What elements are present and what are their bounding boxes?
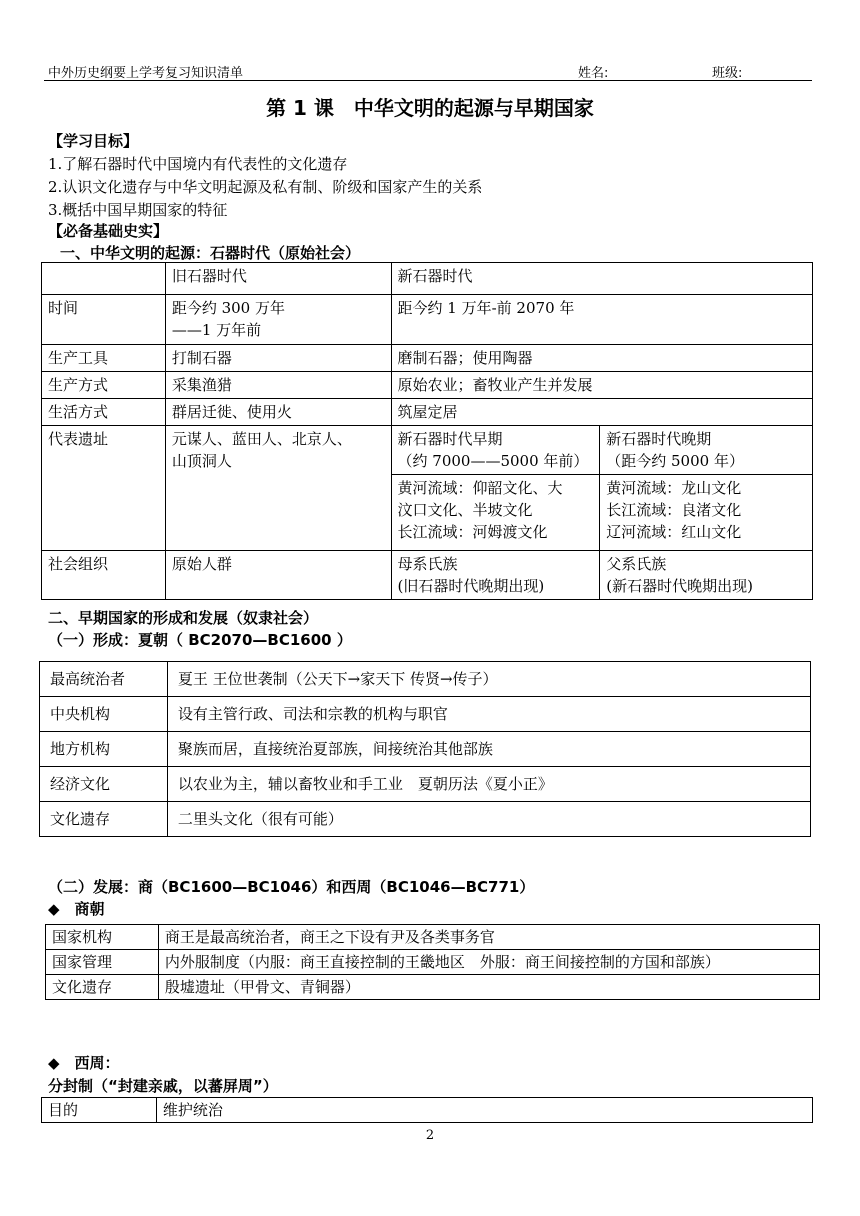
stone-age-table bbox=[41, 262, 813, 600]
page-header bbox=[44, 60, 812, 81]
table-cell-empty bbox=[42, 263, 166, 295]
xia-subheading: （一）形成：夏朝（ BC2070—BC1600 ） bbox=[48, 631, 352, 649]
shang-key: 文化遗存 bbox=[46, 975, 159, 1000]
org-paleolithic: 原始人群 bbox=[165, 551, 391, 600]
row-label-mode: 生产方式 bbox=[42, 372, 166, 399]
org-matrilineal bbox=[391, 551, 600, 600]
goal-item: 2.认识文化遗存与中华文明起源及私有制、阶级和国家产生的关系 bbox=[48, 178, 483, 196]
cell-line: （距今约 5000 年） bbox=[606, 452, 744, 470]
cell-line: 距今约 300 万年 bbox=[171, 299, 285, 317]
shang-heading: ◆ 商朝 bbox=[48, 900, 105, 918]
zhou-heading: ◆ 西周： bbox=[48, 1054, 120, 1072]
xia-key: 中央机构 bbox=[40, 697, 168, 732]
xia-value: 夏王 王位世袭制（公天下→家天下 传贤→传子） bbox=[167, 662, 810, 697]
time-neolithic: 距今约 1 万年-前 2070 年 bbox=[391, 295, 812, 345]
cell-line: 元谋人、蓝田人、北京人、 bbox=[171, 430, 352, 448]
cell-line: 母系氏族 bbox=[397, 555, 458, 573]
row-label-life: 生活方式 bbox=[42, 399, 166, 426]
row-label-sites: 代表遗址 bbox=[42, 426, 166, 551]
life-neolithic: 筑屋定居 bbox=[391, 399, 812, 426]
shang-key: 国家机构 bbox=[46, 925, 159, 950]
row-label-time: 时间 bbox=[42, 295, 166, 345]
late-neolithic-header bbox=[600, 426, 813, 475]
cell-line: 长江流域：良渚文化 bbox=[606, 501, 742, 519]
org-patrilineal bbox=[600, 551, 813, 600]
goals-heading: 【学习目标】 bbox=[48, 132, 139, 150]
mode-paleolithic: 采集渔猎 bbox=[165, 372, 391, 399]
header-name-field: 姓名: bbox=[578, 66, 609, 81]
shang-value: 内外服制度（内服：商王直接控制的王畿地区 外服：商王间接控制的方国和部族） bbox=[158, 950, 819, 975]
shang-value: 殷墟遗址（甲骨文、青铜器） bbox=[158, 975, 819, 1000]
shang-table bbox=[45, 924, 820, 1000]
cell-line: 长江流域：河姆渡文化 bbox=[397, 523, 548, 541]
tools-paleolithic: 打制石器 bbox=[165, 345, 391, 372]
section2-heading: 二、早期国家的形成和发展（奴隶社会） bbox=[48, 609, 319, 627]
xia-value: 二里头文化（很有可能） bbox=[167, 802, 810, 837]
xia-key: 最高统治者 bbox=[40, 662, 168, 697]
cell-line: (旧石器时代晚期出现) bbox=[397, 577, 545, 595]
mode-neolithic: 原始农业；畜牧业产生并发展 bbox=[391, 372, 812, 399]
xia-key: 经济文化 bbox=[40, 767, 168, 802]
goal-item: 1.了解石器时代中国境内有代表性的文化遗存 bbox=[48, 155, 348, 173]
row-label-org: 社会组织 bbox=[42, 551, 166, 600]
lesson-title: 第 1 课 中华文明的起源与早期国家 bbox=[266, 96, 594, 120]
cell-line: 山顶洞人 bbox=[171, 452, 232, 470]
col-header-neolithic: 新石器时代 bbox=[391, 263, 812, 295]
xia-table bbox=[39, 661, 811, 837]
life-paleolithic: 群居迁徙、使用火 bbox=[165, 399, 391, 426]
shang-zhou-subheading: （二）发展：商（BC1600—BC1046）和西周（BC1046—BC771） bbox=[48, 878, 535, 896]
row-label-tools: 生产工具 bbox=[42, 345, 166, 372]
cell-line: 黄河流域：仰韶文化、大 bbox=[397, 479, 563, 497]
header-doc-title: 中外历史纲要上学考复习知识清单 bbox=[48, 66, 244, 81]
cell-line: 父系氏族 bbox=[606, 555, 667, 573]
zhou-key: 目的 bbox=[42, 1098, 157, 1123]
fenfeng-heading: 分封制（“封建亲戚，以蕃屏周”） bbox=[48, 1077, 278, 1095]
header-class-field: 班级: bbox=[712, 66, 743, 81]
zhou-value: 维护统治 bbox=[156, 1098, 812, 1123]
page-number: 2 bbox=[425, 1128, 435, 1143]
cell-line: 新石器时代晚期 bbox=[606, 430, 712, 448]
cell-line: 新石器时代早期 bbox=[397, 430, 503, 448]
cell-line: （约 7000——5000 年前） bbox=[397, 452, 589, 470]
early-neolithic-sites bbox=[391, 475, 600, 551]
time-paleolithic bbox=[165, 295, 391, 345]
early-neolithic-header bbox=[391, 426, 600, 475]
xia-key: 地方机构 bbox=[40, 732, 168, 767]
cell-line: 黄河流域：龙山文化 bbox=[606, 479, 742, 497]
xia-value: 以农业为主，辅以畜牧业和手工业 夏朝历法《夏小正》 bbox=[167, 767, 810, 802]
section1-heading: 一、中华文明的起源：石器时代（原始社会） bbox=[60, 244, 361, 262]
cell-line: 辽河流域：红山文化 bbox=[606, 523, 742, 541]
shang-key: 国家管理 bbox=[46, 950, 159, 975]
goal-item: 3.概括中国早期国家的特征 bbox=[48, 201, 228, 219]
xia-key: 文化遗存 bbox=[40, 802, 168, 837]
tools-neolithic: 磨制石器；使用陶器 bbox=[391, 345, 812, 372]
late-neolithic-sites bbox=[600, 475, 813, 551]
zhou-table bbox=[41, 1097, 813, 1123]
basics-heading: 【必备基础史实】 bbox=[48, 222, 169, 240]
col-header-paleolithic: 旧石器时代 bbox=[165, 263, 391, 295]
cell-line: ——1 万年前 bbox=[171, 321, 262, 339]
cell-line: 汶口文化、半坡文化 bbox=[397, 501, 533, 519]
shang-value: 商王是最高统治者，商王之下设有尹及各类事务官 bbox=[158, 925, 819, 950]
xia-value: 聚族而居，直接统治夏部族，间接统治其他部族 bbox=[167, 732, 810, 767]
sites-paleolithic bbox=[165, 426, 391, 551]
cell-line: (新石器时代晚期出现) bbox=[606, 577, 753, 595]
xia-value: 设有主管行政、司法和宗教的机构与职官 bbox=[167, 697, 810, 732]
